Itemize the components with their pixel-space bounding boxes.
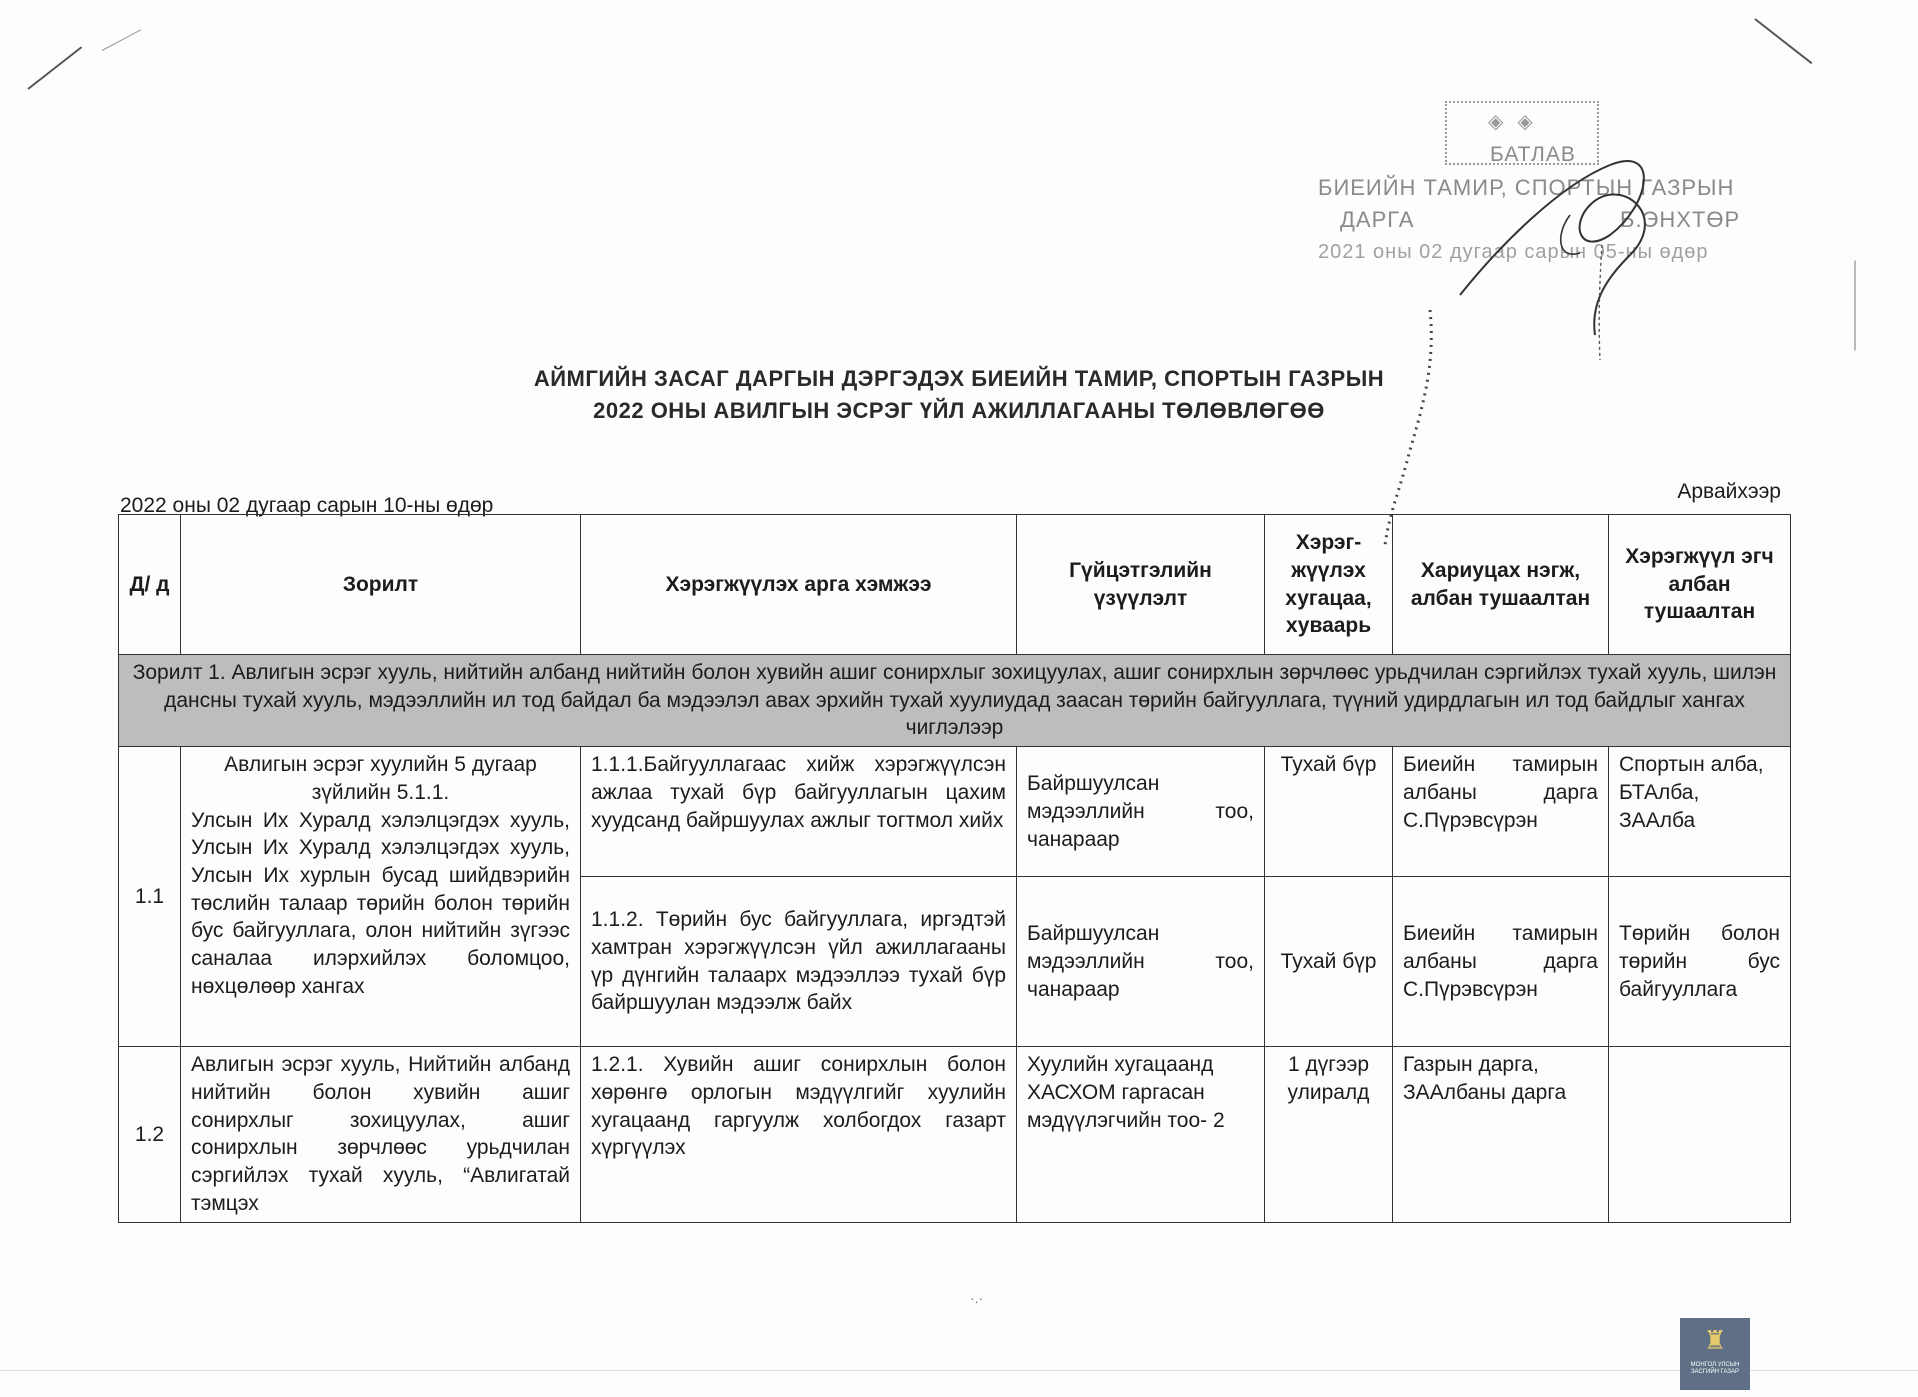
stamp-head-name: Б.ЭНХТӨР <box>1620 207 1741 232</box>
scan-dots: ·.· <box>970 1290 984 1306</box>
bottom-rule <box>0 1370 1918 1371</box>
measure-cell: 1.2.1. Хувийн ашиг сонирхлын болон хөрөнгө орлогын мэдүүлгийг хуулийн хугацаанд гаргуулж холбогдох газарт хүргүүлэх <box>581 1047 1017 1223</box>
deadline-cell: 1 дүгээр улиралд <box>1265 1047 1393 1223</box>
deadline-cell: Тухай бүр <box>1265 747 1393 877</box>
stamp-approve: БАТЛАВ <box>1490 143 1576 166</box>
responsible-cell: Биеийн тамирын албаны дарга С.Пүрэвсүрэн <box>1393 877 1609 1047</box>
partner-cell: Спортын алба, БТАлба, ЗААлба <box>1609 747 1791 877</box>
goal-body: Авлигын эсрэг хууль, Нийтийн албанд нийтийн болон хувийн ашиг сонирхлыг зохицуулах, ашиг сонирхлын зөрчлөөс урьдчилан сэргийлэх тухай хууль, “Авлигатай тэмцэх <box>181 1047 581 1223</box>
stamp-date: 2021 оны 02 дугаар сарын 05-ны өдөр <box>1318 241 1709 263</box>
measure-cell: 1.1.2. Төрийн бус байгууллага, иргэдтэй хамтран хэрэгжүүлсэн үйл ажиллагааны үр дүнгийн талаарх мэдээллээ тухай бүр байршуулан мэдээлж байх <box>581 877 1017 1047</box>
indicator-cell: Хуулийн хугацаанд ХАСХОМ гаргасан мэдүүлэгчийн тоо- 2 <box>1017 1047 1265 1223</box>
responsible-cell: Газрын дарга, ЗААлбаны дарга <box>1393 1047 1609 1223</box>
approval-stamp <box>1300 95 1780 335</box>
header-indicator: Гүйцэтгэлийн үзүүлэлт <box>1017 515 1265 655</box>
row-number: 1.2 <box>119 1047 181 1223</box>
partner-cell: Төрийн болон төрийн бус байгууллага <box>1609 877 1791 1047</box>
partner-cell <box>1609 1047 1791 1223</box>
header-responsible: Хариуцах нэгж, албан тушаалтан <box>1393 515 1609 655</box>
table-row <box>119 1047 1791 1223</box>
goal-cell <box>181 747 581 1047</box>
stamp-emblem-icon: ◈◈ <box>1488 111 1547 133</box>
table-row <box>119 747 1791 877</box>
page-title-line1: АЙМГИЙН ЗАСАГ ДАРГЫН ДЭРГЭДЭХ БИЕИЙН ТАМИР, СПОРТЫН ГАЗРЫН <box>533 366 1385 391</box>
date-line: 2022 оны 02 дугаар сарын 10-ны өдөр <box>120 494 494 517</box>
header-goal: Зорилт <box>181 515 581 655</box>
perforation-trail-icon <box>1380 300 1460 550</box>
signature-icon <box>1420 125 1780 365</box>
emblem-caption: МОНГОЛ УЛСЫН ЗАСГИЙН ГАЗАР <box>1690 1362 1740 1375</box>
group-row <box>119 655 1791 747</box>
place-name: Арвайхээр <box>1677 480 1781 503</box>
deadline-cell: Тухай бүр <box>1265 877 1393 1047</box>
scan-mark-top-left-2 <box>102 29 141 51</box>
header-measure: Хэрэгжүүлэх арга хэмжээ <box>581 515 1017 655</box>
goal-body: Улсын Их Хуралд хэлэлцэгдэх хууль, Улсын Их Хуралд хэлэлцэгдэх хууль, Улсын Их хурлын бусад шийдвэрийн төслийн талаар төрийн болон төрийн бус байгууллага, олон нийтийн зүгээс саналаа илэрхийлэх боломцоо, нөхцөлөөр хангах <box>191 808 570 998</box>
header-partner: Хэрэгжүүл эгч албан тушаалтан <box>1609 515 1791 655</box>
responsible-cell: Биеийн тамирын албаны дарга С.Пүрэвсүрэн <box>1393 747 1609 877</box>
header-row <box>119 515 1791 655</box>
row-number: 1.1 <box>119 747 181 1047</box>
header-no: Д/ д <box>119 515 181 655</box>
scan-mark-right <box>1855 261 1856 351</box>
scan-mark-top-right <box>1754 18 1812 64</box>
stamp-head-label: ДАРГА <box>1340 207 1415 232</box>
stamp-org: БИЕИЙН ТАМИР, СПОРТЫН ГАЗРЫН <box>1318 175 1735 200</box>
goal-title: Авлигын эсрэг хуулийн 5 дугаар зүйлийн 5.1.1. <box>224 753 537 804</box>
measure-cell: 1.1.1.Байгууллагаас хийж хэрэгжүүлсэн ажлаа тухай бүр байгууллагын цахим хуудсанд байршуулах ажлыг тогтмол хийх <box>581 747 1017 877</box>
group-title: Зорилт 1. Авлигын эсрэг хууль, нийтийн албанд нийтийн болон хувийн ашиг сонирхлыг зохицуулах, ашиг сонирхлын зөрчлөөс урьдчилан сэргийлэх тухай хууль, шилэн дансны тухай хууль, мэдээллийн ил тод байдал ба мэдээлэл авах эрхийн тухай хуулиудад заасан төрийн байгууллага, түүний удирдлагын ил тод байдлыг хангах чиглэлээр <box>119 655 1791 747</box>
soyombo-icon: ♜ <box>1703 1325 1727 1355</box>
indicator-cell: Байршуулсан мэдээллийн тоо, чанараар <box>1017 877 1265 1047</box>
scan-mark-top-left <box>27 46 82 89</box>
header-deadline: Хэрэг-жүүлэх хугацаа, хуваарь <box>1265 515 1393 655</box>
plan-table <box>118 514 1791 1223</box>
indicator-cell: Байршуулсан мэдээллийн тоо, чанараар <box>1017 747 1265 877</box>
page-title-line2: 2022 ОНЫ АВИЛГЫН ЭСРЭГ ҮЙЛ АЖИЛЛАГААНЫ ТӨЛӨВЛӨГӨӨ <box>593 398 1325 423</box>
government-emblem <box>1680 1318 1750 1390</box>
